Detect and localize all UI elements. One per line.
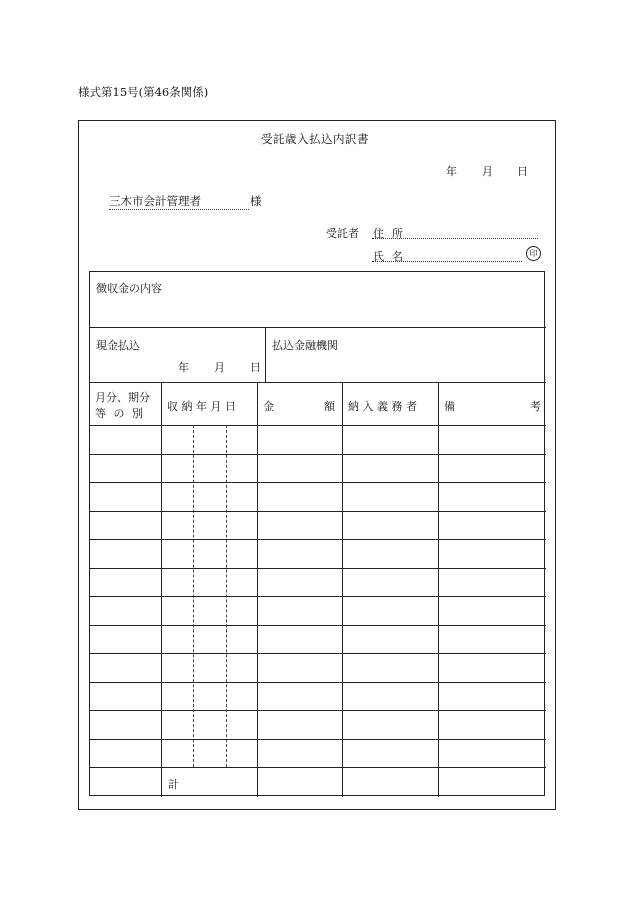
col-amount-right: 額 bbox=[324, 400, 335, 413]
col-period-line1: 月分、期分 bbox=[95, 391, 150, 404]
separator-cash bbox=[90, 382, 546, 383]
addressee bbox=[109, 193, 249, 210]
table-row-separator bbox=[90, 454, 546, 455]
table-row-separator bbox=[90, 653, 546, 654]
separator-revenue bbox=[90, 327, 546, 328]
honorific: 様 bbox=[250, 194, 262, 208]
details-table bbox=[89, 271, 545, 796]
date-year-label: 年 bbox=[446, 165, 457, 178]
col-payer: 納 入 義 務 者 bbox=[348, 400, 417, 413]
payment-date-month: 月 bbox=[214, 361, 225, 374]
col-amount-left: 金 bbox=[263, 400, 274, 413]
cash-payment-label: 現金払込 bbox=[96, 339, 140, 352]
separator-header bbox=[90, 425, 546, 426]
consignee-label: 受託者 bbox=[326, 227, 359, 240]
col-divider-2 bbox=[257, 382, 258, 797]
col-remarks-right: 考 bbox=[530, 400, 541, 413]
col-receipt-date: 収 納 年 月 日 bbox=[167, 400, 236, 413]
col-remarks-left: 備 bbox=[444, 400, 455, 413]
name-label: 氏名 bbox=[373, 250, 411, 263]
table-row-separator bbox=[90, 739, 546, 740]
total-row-separator bbox=[90, 767, 546, 768]
table-row-separator bbox=[90, 625, 546, 626]
bank-label: 払込金融機関 bbox=[272, 339, 338, 352]
payment-date-year: 年 bbox=[178, 361, 189, 374]
col-divider-1 bbox=[161, 382, 162, 797]
addressee-name: 三木市会計管理者 bbox=[109, 193, 249, 210]
payment-date-day: 日 bbox=[250, 361, 261, 374]
address-label: 住所 bbox=[373, 227, 411, 240]
col-period-line2: 等 の 別 bbox=[95, 407, 145, 420]
date-month-label: 月 bbox=[482, 165, 493, 178]
document-title: 受託歳入払込内訳書 bbox=[261, 132, 369, 146]
name-field-line[interactable] bbox=[372, 261, 522, 262]
table-row-separator bbox=[90, 596, 546, 597]
col-divider-3 bbox=[342, 382, 343, 797]
form-number: 様式第15号(第46条関係) bbox=[78, 85, 209, 99]
table-row-separator bbox=[90, 539, 546, 540]
date-day-label: 日 bbox=[517, 165, 528, 178]
seal-mark: 印 bbox=[526, 246, 541, 261]
table-row-separator bbox=[90, 568, 546, 569]
total-label: 計 bbox=[168, 778, 179, 791]
table-row-separator bbox=[90, 710, 546, 711]
address-field-line[interactable] bbox=[372, 238, 538, 239]
table-row-separator bbox=[90, 511, 546, 512]
separator-cash-bank bbox=[265, 327, 266, 382]
table-row-separator bbox=[90, 482, 546, 483]
table-row-separator bbox=[90, 682, 546, 683]
col-divider-4 bbox=[438, 382, 439, 797]
revenue-content-label: 徴収金の内容 bbox=[96, 282, 162, 295]
